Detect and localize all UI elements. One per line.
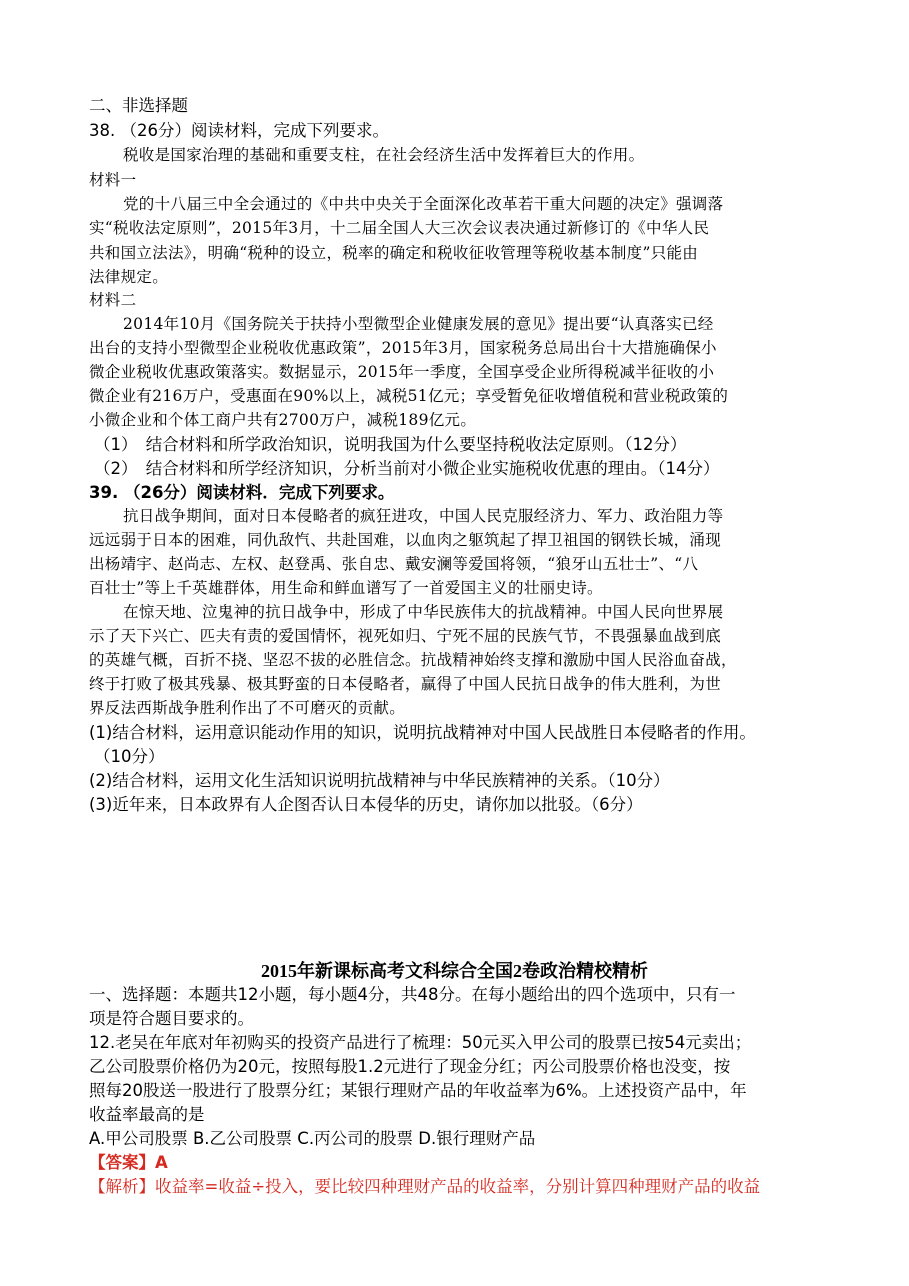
q38-material1-line: 共和国立法法》，明确“税种的设立，税率的确定和税收征收管理等税收基本制度”只能由 bbox=[89, 244, 699, 262]
q39-paragraph2-line: 在惊天地、泣鬼神的抗日战争中，形成了中华民族伟大的抗战精神。中国人民向世界展 bbox=[123, 603, 724, 621]
q38-material2-line: 微企业税收优惠政策落实。数据显示，2015年一季度，全国享受企业所得税减半征收的小 bbox=[89, 363, 715, 381]
analysis-title: 2015年新课标高考文科综合全国2卷政治精校精析 bbox=[261, 961, 648, 981]
question-12-line: 12.老吴在年底对年初购买的投资产品进行了梳理：50元买入甲公司的股票已按54元卖出； bbox=[89, 1033, 752, 1052]
question-12-line: 乙公司股票价格仍为20元，按照每股1.2元进行了现金分红；丙公司股票价格也没变，按 bbox=[89, 1057, 731, 1076]
q39-paragraph1-line: 百壮士”等上千英雄群体，用生命和鲜血谱写了一首爱国主义的壮丽史诗。 bbox=[89, 579, 603, 597]
q38-sub-question-2: （2） 结合材料和所学经济知识，分析当前对小微企业实施税收优惠的理由。（14分） bbox=[94, 459, 720, 478]
q39-paragraph1-line: 抗日战争期间，面对日本侵略者的疯狂进攻，中国人民克服经济力、军力、政治阻力等 bbox=[123, 507, 724, 525]
q39-paragraph1-line: 远远弱于日本的困难，同仇敌忾、共赴国难，以血肉之躯筑起了捍卫祖国的钢铁长城，涌现 bbox=[89, 531, 722, 549]
q39-paragraph1-line: 出杨靖宇、赵尚志、左权、赵登禹、张自忠、戴安澜等爱国将领，“狼牙山五壮士”、“八 bbox=[89, 555, 699, 573]
q38-sub-question-1: （1） 结合材料和所学政治知识，说明我国为什么要坚持税收法定原则。（12分） bbox=[94, 435, 687, 454]
question-12-options: A.甲公司股票 B.乙公司股票 C.丙公司的股票 D.银行理财产品 bbox=[89, 1129, 536, 1148]
q38-material1-line: 党的十八届三中全会通过的《中共中央关于全面深化改革若干重大问题的决定》强调落 bbox=[123, 195, 724, 213]
explanation-line: 【解析】收益率=收益÷投入，要比较四种理财产品的收益率，分别计算四种理财产品的收益 bbox=[89, 1177, 761, 1196]
q39-sub-question-2: (2)结合材料，运用文化生活知识说明抗战精神与中华民族精神的关系。（10分） bbox=[89, 771, 670, 790]
q38-header: 38. （26分）阅读材料，完成下列要求。 bbox=[89, 121, 389, 140]
q38-material1-line: 法律规定。 bbox=[89, 268, 169, 286]
q39-paragraph2-line: 的英雄气概，百折不挠、坚忍不拔的必胜信念。抗战精神始终支撑和激励中国人民浴血奋战， bbox=[89, 651, 737, 669]
q39-paragraph2-line: 示了天下兴亡、匹夫有责的爱国情怀，视死如归、宁死不屈的民族气节，不畏强暴血战到底 bbox=[89, 627, 722, 645]
q39-paragraph2-line: 界反法西斯战争胜利作出了不可磨灭的贡献。 bbox=[89, 699, 406, 717]
section-heading: 二、非选择题 bbox=[89, 96, 188, 115]
q38-material2-line: 小微企业和个体工商户共有2700万户，减税189亿元。 bbox=[89, 411, 477, 429]
analysis-instructions-line: 一、选择题：本题共12小题，每小题4分，共48分。在每小题给出的四个选项中，只有一 bbox=[89, 985, 736, 1004]
q39-header: 39. （26分）阅读材料．完成下列要求。 bbox=[89, 483, 395, 502]
q38-material2-line: 2014年10月《国务院关于扶持小型微型企业健康发展的意见》提出要“认真落实已经 bbox=[123, 315, 714, 333]
q39-sub-question-1-points: （10分） bbox=[94, 747, 165, 766]
q38-material2-line: 出台的支持小型微型企业税收优惠政策”，2015年3月，国家税务总局出台十大措施确保小 bbox=[89, 339, 717, 357]
q39-sub-question-3: (3)近年来，日本政界有人企图否认日本侵华的历史，请你加以批驳。（6分） bbox=[89, 795, 643, 814]
q39-sub-question-1: (1)结合材料，运用意识能动作用的知识，说明抗战精神对中国人民战胜日本侵略者的作用。 bbox=[89, 723, 756, 742]
q38-material2-label: 材料二 bbox=[89, 291, 137, 309]
q38-material2-line: 微企业有216万户，受惠面在90%以上，减税51亿元；享受暂免征收增值税和营业税政策的 bbox=[89, 387, 729, 405]
answer-label: 【答案】A bbox=[89, 1153, 168, 1172]
q38-material1-label: 材料一 bbox=[89, 171, 137, 189]
q38-material1-line: 实“税收法定原则”，2015年3月，十二届全国人大三次会议表决通过新修订的《中华人民 bbox=[89, 219, 710, 237]
q39-paragraph2-line: 终于打败了极其残暴、极其野蛮的日本侵略者，赢得了中国人民抗日战争的伟大胜利，为世 bbox=[89, 675, 722, 693]
question-12-line: 照每20股送一股进行了股票分红；某银行理财产品的年收益率为6%。上述投资产品中，年 bbox=[89, 1081, 747, 1100]
question-12-line: 收益率最高的是 bbox=[89, 1105, 205, 1124]
q38-intro: 税收是国家治理的基础和重要支柱，在社会经济生活中发挥着巨大的作用。 bbox=[123, 146, 645, 164]
analysis-instructions-line: 项是符合题目要求的。 bbox=[89, 1009, 254, 1028]
